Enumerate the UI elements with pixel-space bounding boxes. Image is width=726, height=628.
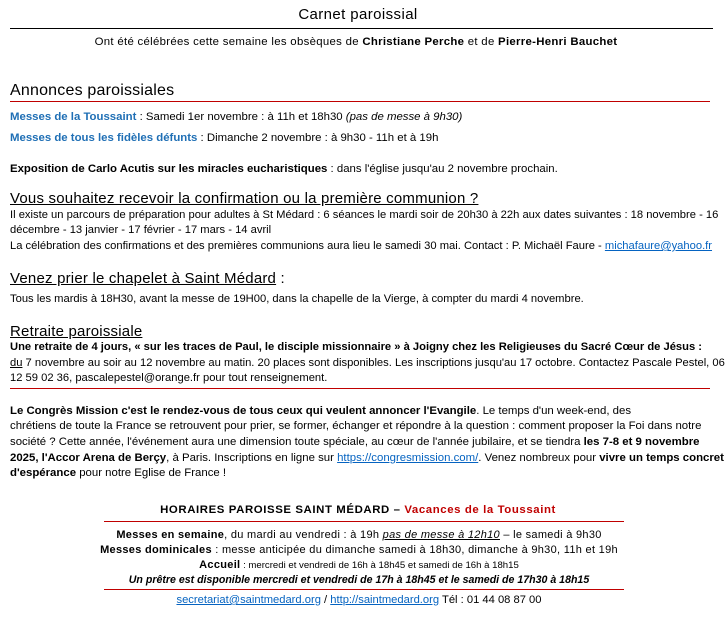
toussaint-label: Messes de la Toussaint (10, 111, 137, 123)
congres-line1-rest: . Le temps d'un week-end, des (476, 405, 632, 417)
expo-line (10, 162, 558, 177)
congres-line5-bold: d'espérance (10, 467, 77, 479)
semaine-end: – le samedi à 9h30 (499, 529, 602, 541)
congres-line3 (10, 435, 699, 450)
carnet-name2: Pierre-Henri Bauchet (498, 36, 618, 48)
congres-line1 (10, 404, 631, 419)
carnet-prefix: Ont été célébrées cette semaine les obsèques de (94, 36, 363, 48)
congres-line2: chrétiens de toute la France se retrouvent pour prier, se former, échanger et répondre à la question : comment proposer la Foi dans notre (10, 420, 702, 432)
expo-text: : dans l'église jusqu'au 2 novembre prochain. (327, 163, 558, 175)
horaires-bottom-divider (104, 589, 624, 590)
chapelet-title-suffix: : (276, 270, 285, 287)
confirmation-line1: Il existe un parcours de préparation pour adultes à St Médard : 6 séances le mardi soir de 20h30 à 22h aux dates suivantes : 18 novembre - 16 (10, 209, 719, 221)
semaine-label: Messes en semaine (116, 529, 225, 541)
annonces-title: Annonces paroissiales (10, 82, 175, 99)
retraite-du: du (10, 357, 23, 369)
confirmation-line3 (10, 239, 712, 254)
confirmation-line3-text: La célébration des confirmations et des premières communions aura lieu le samedi 30 mai. Contact : P. Michaël Faure - (10, 240, 605, 252)
confirmation-email-link[interactable]: michafaure@yahoo.fr (604, 240, 713, 252)
footer-site-link[interactable]: http://saintmedard.org (330, 594, 440, 606)
horaires-dominicales (0, 544, 718, 556)
carnet-name1: Christiane Perche (362, 36, 465, 48)
congres-link[interactable]: https://congresmission.com/ (337, 452, 479, 464)
retraite-line3: 12 59 02 36, pascalepestel@orange.fr pour tout renseignement. (10, 372, 328, 384)
horaires-accueil (0, 559, 718, 571)
congres-line4 (10, 451, 724, 466)
horaires-semaine (0, 529, 718, 541)
semaine-text: , du mardi au vendredi : à 19h (224, 529, 383, 541)
congres-line3-bold: les 7-8 et 9 novembre (583, 436, 700, 448)
chapelet-text: Tous les mardis à 18H30, avant la messe de 19H00, dans la chapelle de la Vierge, à compter du mardi 4 novembre. (10, 293, 584, 305)
horaires-title-text: HORAIRES PAROISSE SAINT MÉDARD – (160, 504, 405, 516)
retraite-title: Retraite paroissiale (10, 323, 143, 340)
semaine-note: pas de messe à 12h10 (382, 529, 500, 541)
congres-line4-text-b: . Venez nombreux pour (478, 452, 600, 464)
toussaint-note: (pas de messe à 9h30) (345, 111, 463, 123)
carnet-divider (10, 28, 713, 29)
horaires-divider (104, 521, 624, 522)
defunts-text: : Dimanche 2 novembre : à 9h30 - 11h et à 19h (197, 132, 439, 144)
carnet-title: Carnet paroissial (298, 6, 418, 23)
congres-line5-rest: pour notre Eglise de France ! (76, 467, 227, 479)
expo-label: Exposition de Carlo Acutis sur les miracles eucharistiques (10, 163, 328, 175)
retraite-line2 (10, 356, 725, 371)
horaires-title-red: Vacances de la Toussaint (404, 504, 556, 516)
horaires-pretre: Un prêtre est disponible mercredi et vendredi de 17h à 18h45 et le samedi de 17h30 à 18h15 (128, 574, 590, 586)
annonces-divider (10, 101, 710, 102)
retraite-line2-text: 7 novembre au soir au 12 novembre au matin. 20 places sont disponibles. Les inscriptions jusqu'au 17 octobre. Contactez Pascale Pestel, 06 (22, 357, 725, 369)
toussaint-line (10, 110, 462, 125)
footer-email-link[interactable]: secretariat@saintmedard.org (176, 594, 321, 606)
congres-line4-bold2: vivre un temps concret (599, 452, 724, 464)
chapelet-title-text: Venez prier le chapelet à Saint Médard (10, 270, 277, 287)
footer (0, 594, 718, 606)
accueil-text: : mercredi et vendredi de 16h à 18h45 et samedi de 16h à 18h15 (240, 560, 519, 571)
confirmation-title: Vous souhaitez recevoir la confirmation ou la première communion ? (10, 190, 479, 207)
footer-tel: Tél : 01 44 08 87 00 (439, 594, 542, 606)
congres-line1-bold: Le Congrès Mission c'est le rendez-vous de tous ceux qui veulent annoncer l'Evangile (10, 405, 477, 417)
congres-line4-bold: 2025, l'Accor Arena de Berçy (10, 452, 167, 464)
congres-line3-text: société ? Cette année, l'événement aura une dimension toute spéciale, au cœur de l'année jubilaire, et se tiendra (10, 436, 584, 448)
dominicales-label: Messes dominicales (100, 544, 212, 556)
congres-line5 (10, 466, 226, 481)
dominicales-text: : messe anticipée du dimanche samedi à 18h30, dimanche à 9h30, 11h et 19h (211, 544, 618, 556)
accueil-label: Accueil (199, 559, 241, 571)
confirmation-line2: décembre - 13 janvier - 17 février - 17 mars - 14 avril (10, 224, 272, 236)
carnet-line (0, 36, 712, 48)
defunts-line (10, 131, 438, 146)
carnet-conj: et de (464, 36, 499, 48)
footer-sep: / (320, 594, 331, 606)
defunts-label: Messes de tous les fidèles défunts (10, 132, 198, 144)
retraite-line1-bold: Une retraite de 4 jours, « sur les traces de Paul, le disciple missionnaire » à Joigny chez les Religieuses du Sacré Cœur de Jésus : (10, 341, 703, 353)
horaires-title (0, 504, 716, 516)
retraite-divider (10, 388, 710, 389)
congres-line4-text: , à Paris. Inscriptions en ligne sur (166, 452, 338, 464)
toussaint-text: : Samedi 1er novembre : à 11h et 18h30 (136, 111, 346, 123)
retraite-line1 (10, 340, 702, 355)
chapelet-title (10, 270, 285, 287)
